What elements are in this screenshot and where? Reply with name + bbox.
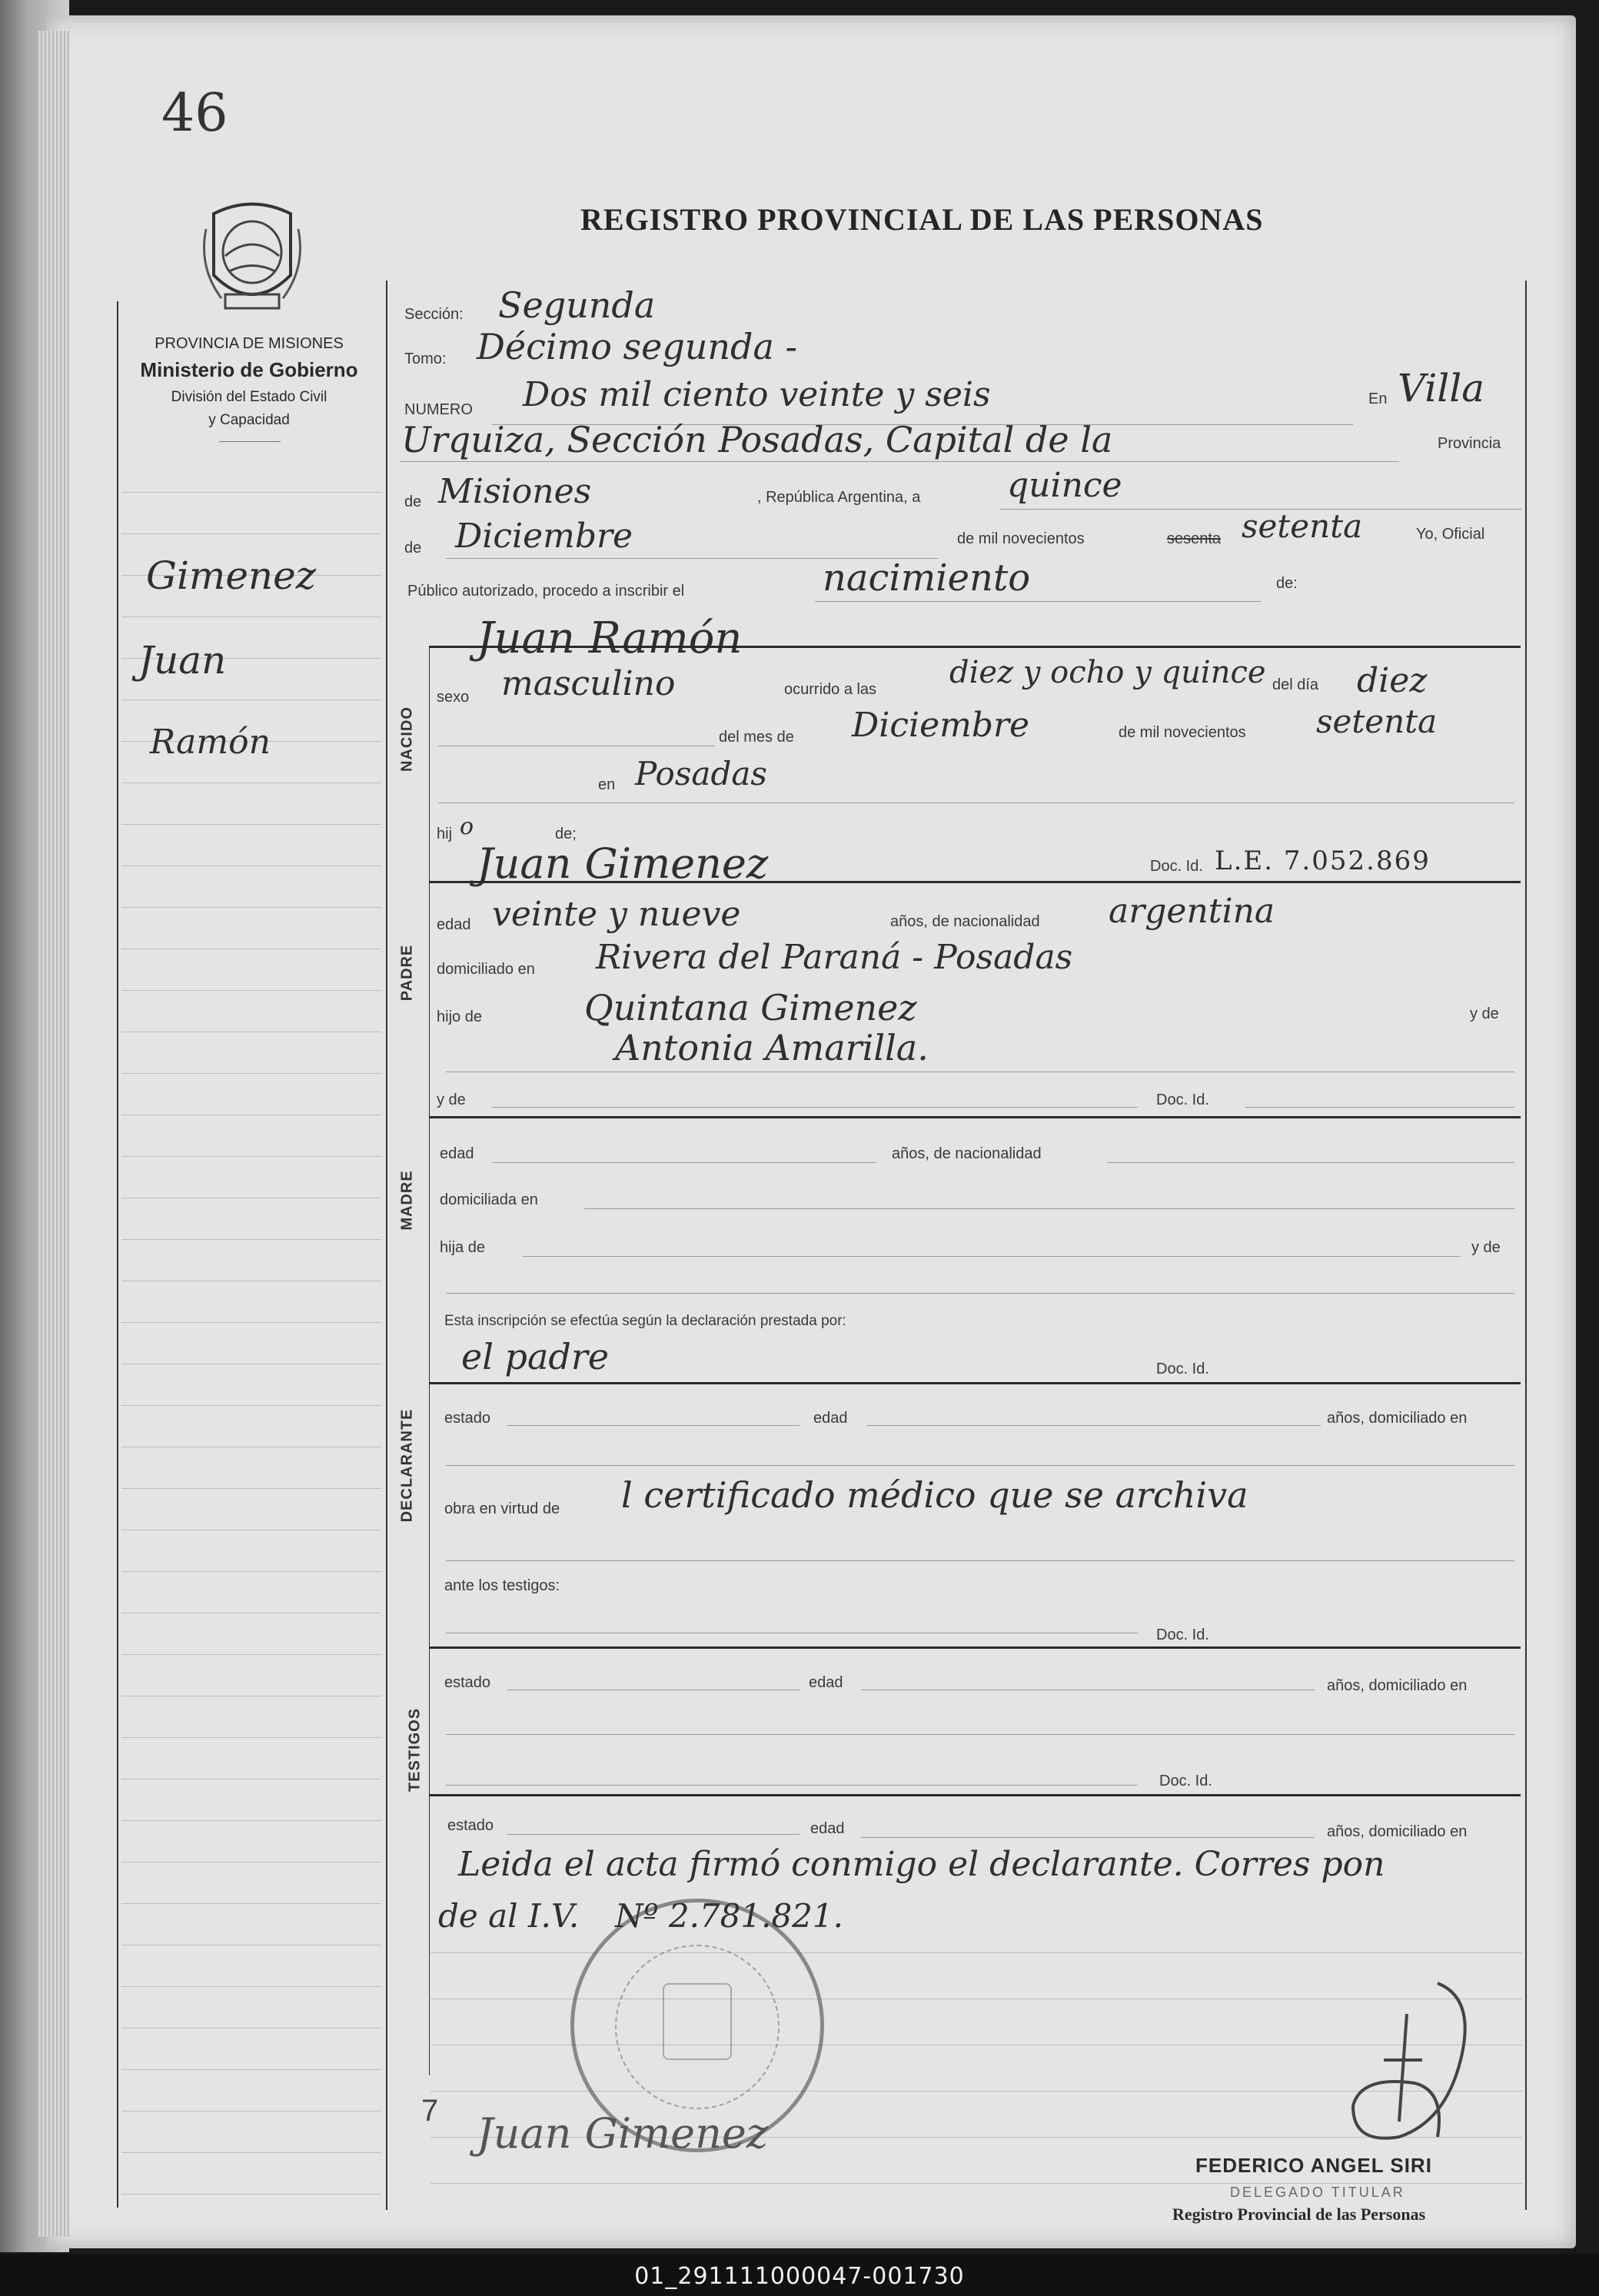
sexo-value: masculino [501, 664, 676, 703]
madre-nac-label: años, de nacionalidad [892, 1145, 1042, 1162]
de-label: de [404, 493, 422, 510]
footer-code: 01_291111000047-001730 [634, 2263, 965, 2290]
label-nacido: NACIDO [398, 706, 416, 772]
padre-edad-value: veinte y nueve [492, 895, 741, 934]
page-number: 46 [161, 83, 228, 144]
division-name: División del Estado Civil [171, 389, 327, 405]
signature-mark: 7 [421, 2094, 439, 2128]
decl-estado-label: estado [444, 1410, 491, 1427]
cierre-linea-2: de al I.V. [438, 1897, 580, 1935]
margin-rule-line [121, 1986, 381, 1987]
main-column-rule [386, 281, 387, 2210]
t1-edad-label: edad [809, 1674, 843, 1691]
ocurrido-label: ocurrido a las [784, 681, 877, 698]
official-role: DELEGADO TITULAR [1230, 2185, 1405, 2200]
hija-de-label: hija de [440, 1239, 485, 1256]
padre-edad-label: edad [437, 916, 471, 933]
margin-rule-line [121, 1903, 381, 1904]
official-seal-emblem [663, 1983, 732, 2060]
province-name: PROVINCIA DE MISIONES [155, 335, 344, 352]
cierre-linea-2-numero: Nº 2.781.821. [615, 1897, 843, 1935]
header-divider [219, 441, 281, 442]
y-de-label: y de [1470, 1005, 1499, 1022]
page-title: REGISTRO PROVINCIAL DE LAS PERSONAS [580, 202, 1264, 237]
doc-id4-label: Doc. Id. [1156, 1626, 1209, 1643]
anio-nac-value: setenta [1316, 703, 1438, 740]
declarante-value: el padre [461, 1336, 610, 1377]
margin-rule-line [121, 2111, 381, 2112]
publico-label: Público autorizado, procedo a inscribir el [407, 583, 685, 600]
margin-rule-line [121, 1737, 381, 1738]
testigos-label: ante los testigos: [444, 1577, 560, 1594]
margin-rule-line [121, 824, 381, 825]
del-dia-label: del día [1272, 676, 1319, 693]
margin-rule-line [121, 907, 381, 908]
margin-rule-line [121, 1073, 381, 1074]
t1-estado-label: estado [444, 1674, 491, 1691]
label-madre: MADRE [398, 1170, 416, 1231]
hijo-de-label: hijo de [437, 1008, 482, 1025]
t2-estado-label: estado [447, 1817, 494, 1834]
numero-label: NUMERO [404, 401, 473, 418]
label-declarante: DECLARANTE [398, 1408, 416, 1523]
page-edges [38, 31, 69, 2237]
seccion-label: Sección: [404, 306, 464, 323]
margin-rule-line [121, 1239, 381, 1240]
hij-label: hij [437, 826, 453, 842]
padre-nac-label: años, de nacionalidad [890, 913, 1040, 930]
republica-label: , República Argentina, a [757, 489, 921, 506]
division-name-cont: y Capacidad [208, 412, 290, 428]
margin-rule-line [121, 533, 381, 534]
margin-rule-line [121, 2152, 381, 2153]
left-margin-rule [117, 301, 118, 2208]
madre-y-de-label: y de [1471, 1239, 1501, 1256]
padre-dom-value: Rivera del Paraná - Posadas [596, 938, 1073, 977]
doc-id2-label: Doc. Id. [1156, 1092, 1209, 1108]
margin-rule-line [121, 2194, 381, 2195]
anio-value: setenta [1242, 507, 1363, 545]
padre-doc-value: L.E. 7.052.869 [1215, 846, 1431, 876]
margin-second-name: Ramón [150, 723, 271, 762]
decl-edad-label: edad [813, 1410, 848, 1427]
margin-rule-line [121, 699, 381, 700]
official-office: Registro Provincial de las Personas [1172, 2205, 1426, 2224]
nacido-nombre: Juan Ramón [477, 613, 743, 663]
tomo-label: Tomo: [404, 351, 447, 367]
numero-value: Dos mil ciento veinte y seis [523, 375, 991, 414]
official-name: FEDERICO ANGEL SIRI [1195, 2154, 1432, 2177]
margin-rule-line [121, 492, 381, 493]
margin-first-name: Juan [138, 638, 227, 683]
hora-value: diez y ocho y quince [949, 655, 1266, 690]
y-de2-label: y de [437, 1092, 466, 1108]
margin-rule-line [121, 2069, 381, 2070]
doc-id3-label: Doc. Id. [1156, 1361, 1209, 1377]
label-testigos: TESTIGOS [406, 1707, 424, 1793]
padre-nombre: Juan Gimenez [477, 839, 769, 888]
t2-edad-label: edad [810, 1820, 845, 1837]
mes-nac-value: Diciembre [852, 706, 1030, 745]
margin-rule-line [121, 1820, 381, 1821]
sexo-label: sexo [437, 689, 470, 706]
margin-rule-line [121, 1571, 381, 1572]
margin-rule-line [121, 1405, 381, 1406]
certificado-value: l certificado médico que se archiva [621, 1474, 1248, 1516]
ministry-name: Ministerio de Gobierno [140, 358, 358, 381]
en-villa-value: Villa [1398, 366, 1485, 410]
t1-dom-label: años, domiciliado en [1327, 1677, 1468, 1694]
margin-rule-line [121, 1322, 381, 1323]
declarant-signature: Juan Gimenez [477, 2109, 769, 2158]
obra-label: obra en virtud de [444, 1500, 560, 1517]
padre-doc-label: Doc. Id. [1150, 858, 1203, 875]
margin-rule-line [121, 1156, 381, 1157]
label-padre: PADRE [398, 944, 416, 1002]
abuela-value: Antonia Amarilla. [615, 1027, 929, 1068]
de-mes-label: de [404, 540, 422, 557]
madre-dom-label: domiciliada en [440, 1191, 538, 1208]
sesenta-struck: sesenta [1167, 530, 1222, 547]
del-mes-label: del mes de [719, 729, 794, 746]
tomo-value: Décimo segunda - [477, 326, 798, 367]
decl-dom-label: años, domiciliado en [1327, 1410, 1468, 1427]
section-label-rule [429, 646, 430, 2075]
padre-dom-label: domiciliado en [437, 961, 535, 978]
provincial-crest-icon [198, 198, 306, 320]
mes-value: Diciembre [455, 517, 633, 556]
en-label: En [1368, 390, 1388, 407]
de-mil-label: de mil novecientos [957, 530, 1085, 547]
dia-value: diez [1357, 661, 1428, 700]
de-mil2-label: de mil novecientos [1119, 724, 1246, 741]
dia-letras-value: quince [1007, 466, 1122, 505]
margin-rule-line [121, 1488, 381, 1489]
doc-id5-label: Doc. Id. [1159, 1773, 1212, 1789]
cierre-linea-1: Leida el acta firmó conmigo el declarante. Corres pon [458, 1845, 1385, 1884]
en-lugar-label: en [598, 776, 616, 793]
margin-rule-line [121, 616, 381, 617]
padre-nac-value: argentina [1109, 892, 1275, 931]
provincia-label: Provincia [1438, 435, 1501, 452]
hij-value: o [460, 813, 474, 840]
acto-value: nacimiento [823, 557, 1031, 600]
abuelo-value: Quintana Gimenez [584, 987, 917, 1028]
madre-edad-label: edad [440, 1145, 474, 1162]
yo-oficial-label: Yo, Oficial [1416, 526, 1485, 543]
margin-rule-line [121, 1654, 381, 1655]
closing-rule-line [430, 2183, 1522, 2184]
de-padres-label: de; [555, 826, 577, 842]
margin-rule-line [121, 2028, 381, 2029]
provincia-value: Misiones [438, 472, 592, 511]
lugar-nac-value: Posadas [635, 755, 767, 792]
de-acto-label: de: [1276, 575, 1298, 592]
margin-surname: Gimenez [146, 553, 317, 598]
margin-rule-line [121, 990, 381, 991]
right-border-rule [1525, 281, 1527, 2210]
inscripcion-label: Esta inscripción se efectúa según la declaración prestada por: [444, 1313, 846, 1329]
t2-dom-label: años, domiciliado en [1327, 1823, 1468, 1840]
lugar-value: Urquiza, Sección Posadas, Capital de la [401, 419, 1113, 460]
official-signature-icon [1307, 1968, 1491, 2152]
seccion-value: Segunda [498, 284, 656, 326]
